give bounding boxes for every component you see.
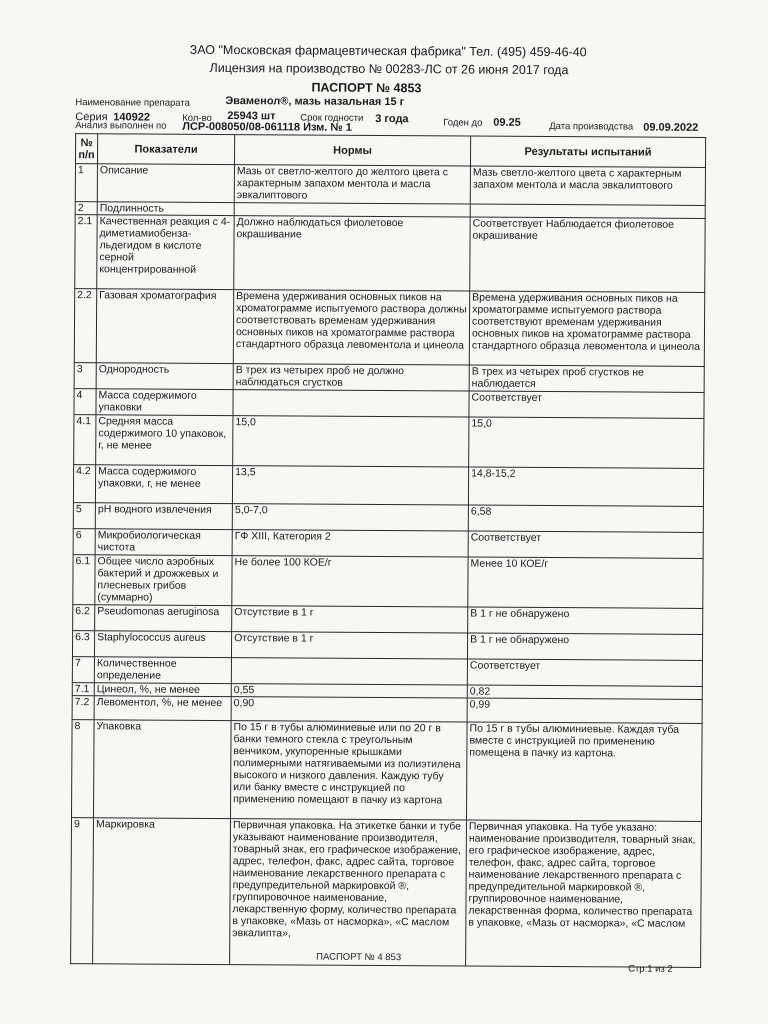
row-num: 2.2 [74,289,96,363]
row-num: 6.1 [73,555,95,605]
row-num: 4.2 [73,465,95,503]
valid-label: Годен до [443,117,483,129]
row-result: Соответствует [467,659,702,686]
table-row [75,164,705,206]
row-result: Соответствует Наблюдается фиолетовое окрашивание [470,217,705,292]
row-norm: По 15 г в тубы алюминиевые или по 20 г в банки темного стекла с треугольным венчиком, укупоренные крышками полимерными натягиваемыми из полиэтилена высокого и низкого давления. Каждую тубу или банку вместе с инструкцией по применению помещают в пачку из картона [230,721,467,820]
table-row [73,555,703,609]
row-norm: ГФ XIII, Категория 2 [232,530,468,557]
name-value: Эваменол®, мазь назальная 15 г [225,95,405,109]
row-num: 7.2 [72,696,94,720]
row-norm [233,390,469,417]
col-header-indicator: Показатели [97,134,234,165]
row-indicator: Описание [97,164,234,203]
col-header-num: № п/п [75,134,97,164]
row-result: 14,8-15,2 [468,467,703,506]
table-row [74,415,704,469]
table-row [75,215,705,293]
valid-value: 09.25 [493,116,521,129]
row-result: В трех из четырех проб сгустков не наблюдается [469,365,704,392]
row-indicator: Цинеол, %, не менее [94,683,231,697]
table-row [73,529,703,559]
row-result: Менее 10 КОЕ/г [468,557,703,608]
row-num: 7 [72,657,94,683]
prod-date-value: 09.09.2022 [643,121,699,134]
footer-passport-number: ПАСПОРТ № 4 853 [316,951,402,964]
shelf-value: 3 года [375,112,409,126]
row-indicator: Масса содержимого упаковки [96,389,233,416]
qty-value: 25943 шт [227,110,276,123]
row-indicator: Средняя масса содержимого 10 упаковок, г, не менее [96,415,233,466]
row-norm: Отсутствие в 1 г [232,606,468,633]
table-row [73,503,703,533]
passport-title: ПАСПОРТ № 4853 [311,80,422,96]
name-label: Наименование препарата [75,97,190,109]
table-row [73,605,703,635]
company-header: ЗАО "Московская фармацевтическая фабрика" Тел. (495) 459-46-40 [189,42,587,60]
row-indicator: Количественное определение [94,657,231,684]
row-num: 1 [75,164,97,202]
table-header-row [75,134,705,168]
row-num: 2.1 [75,215,97,289]
row-num: 4.1 [74,415,96,465]
row-indicator: Масса содержимого упаковки, г, не менее [95,465,232,504]
row-norm: Отсутствие в 1 г [231,632,467,659]
row-norm: Не более 100 КОЕ/г [232,556,468,607]
row-norm: Мазь от светло-желтого до желтого цвета с характерным запахом ментола и масла эвкалиптового [234,165,470,204]
col-header-results: Результаты испытаний [470,136,705,167]
analysis-label: Анализ выполнен по [75,120,167,132]
row-result: Первичная упаковка. На тубе указано: наименование производителя, товарный знак, его графическое изображение, адрес, телефон, факс, адрес сайта, торговое наименование лекарственного препарата с предупредительной маркировкой ®, группировочное наименование, лекарственная форма, количество препарата в упаковке, «Мазь от насморка», «С маслом [466,820,702,967]
row-result: 15,0 [469,417,704,468]
row-indicator: Левоментол, %, не менее [94,696,231,721]
row-indicator: Однородность [96,363,233,390]
row-result: Соответствует [468,531,703,558]
row-num: 8 [71,720,94,818]
row-norm: В трех из четырех проб не должно наблюдаться сгустков [233,364,469,391]
row-num: 2 [75,202,97,215]
row-indicator: Pseudomonas aeruginosa [95,605,232,632]
col-header-norms: Нормы [234,135,470,166]
row-indicator: Упаковка [93,720,231,819]
row-result: В 1 г не обнаружено [468,607,703,634]
row-num: 4 [74,389,96,415]
table-row [74,363,704,393]
row-num: 6.3 [72,631,94,657]
row-num: 6 [73,529,95,555]
row-num: 7.1 [72,683,94,696]
row-num: 6.2 [73,605,95,631]
row-indicator: Газовая хроматография [96,289,233,364]
row-norm: Первичная упаковка. На этикетке банки и тубе указывают наименование производителя, товарный знак, его графическое изображение, адрес, телефон, факс, адрес сайта, торговое наименование лекарственного препарата с предупредительной маркировкой ®, группировочное наименование, лекарственную форму, количество препарата в упаковке, «Мазь от насморка», «С маслом эвкалипта», [230,819,467,966]
table-row [74,389,704,419]
passport-table [70,133,706,968]
row-indicator: Общее число аэробных бактерий и дрожжевых и плесневых грибов (суммарно) [95,555,232,606]
row-norm: 5,0-7,0 [232,504,468,531]
row-indicator: Staphylococcus aureus [94,631,231,658]
table-row [71,720,702,822]
row-norm: 0,90 [231,697,467,722]
row-indicator: Качественная реакция с 4-диметиамиобенза-льдегидом в кислоте серной концентрированной [97,215,234,290]
table-row [71,818,702,968]
table-row [72,631,702,661]
row-indicator: Микробиологическая чистота [95,529,232,556]
row-indicator: Маркировка [93,818,231,965]
row-result: В 1 г не обнаружено [467,633,702,660]
row-result: 0,82 [467,685,702,699]
series-label: Серия [75,111,108,124]
row-norm: 13,5 [232,466,468,505]
row-result: По 15 г в тубы алюминиевые. Каждая туба вместе с инструкцией по применению помещена в пачку из картона. [466,722,702,821]
row-norm: Времена удерживания основных пиков на хроматограмме испытуемого раствора должны соответствовать временам удерживания основных пиков на хроматограмме раствора стандартного образца левоментола и цинеола [233,290,469,365]
row-num: 3 [74,363,96,389]
series-value: 140922 [113,111,151,124]
row-indicator: pH водного извлечения [95,503,232,530]
row-norm: 0,55 [231,684,467,698]
prod-date-label: Дата производства [549,121,634,133]
row-norm [231,658,467,685]
row-num: 9 [71,818,94,964]
row-result: Мазь светло-желтого цвета с характерным запахом ментола и масла эвкалиптового [470,166,705,205]
row-norm: Должно наблюдаться фиолетовое окрашивание [234,216,470,291]
row-indicator: Подлинность [97,202,234,216]
row-norm: 15,0 [233,416,469,467]
qty-label: Кол-во [182,112,212,124]
row-result: 6,58 [468,505,703,532]
license-line: Лицензия на производство № 00283-ЛС от 26 июня 2017 года [209,60,569,78]
table-row [74,289,704,367]
table-row [73,465,703,507]
row-num: 5 [73,503,95,529]
table-row [72,657,702,687]
row-result: Соответствует [469,391,704,418]
page-number: Стр.1 из 2 [628,963,673,975]
row-result: Времена удерживания основных пиков на хроматограмме испытуемого раствора соответствуют временам удерживания основных пиков на хроматограмме раствора стандартного образца левоментола и цинеола [469,291,704,366]
row-result: 0,99 [467,698,702,723]
analysis-value: ЛСР-008050/08-061118 Изм. № 1 [182,120,352,134]
shelf-label: Срок годности [300,112,364,124]
